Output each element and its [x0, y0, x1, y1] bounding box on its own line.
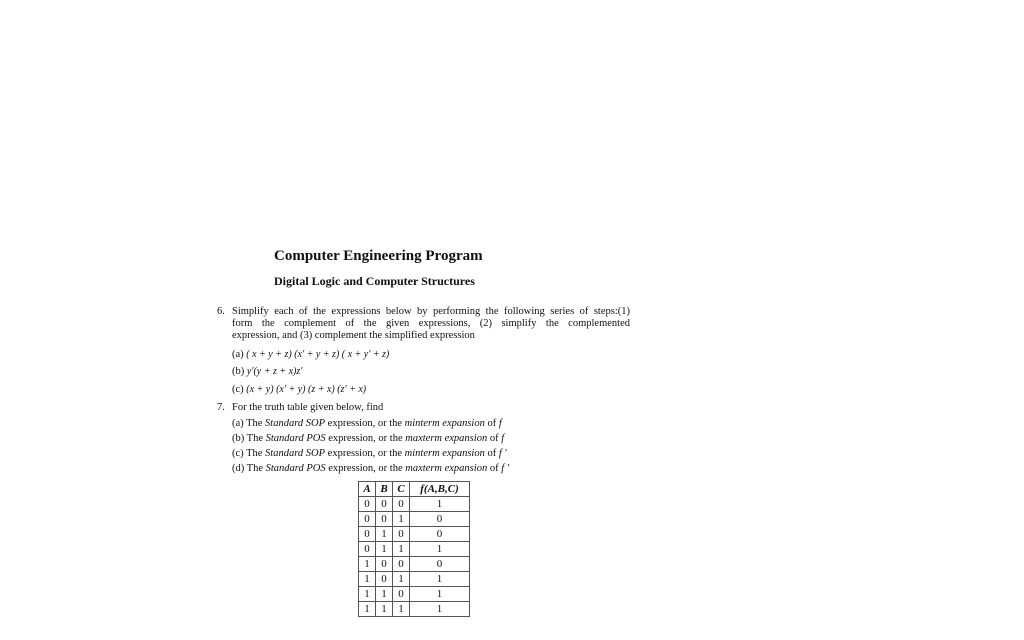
document-title: Computer Engineering Program — [274, 248, 483, 264]
table-row — [359, 572, 470, 587]
table-row — [359, 497, 470, 512]
course-subtitle: Digital Logic and Computer Structures — [274, 274, 475, 288]
table-cell: 1 — [376, 587, 393, 602]
truth-table — [358, 481, 470, 617]
table-cell: 1 — [359, 557, 376, 572]
table-cell: 1 — [359, 587, 376, 602]
table-row — [359, 542, 470, 557]
table-cell: 1 — [410, 572, 470, 587]
header-c: C — [393, 482, 410, 497]
table-cell: 1 — [393, 542, 410, 557]
header-f: f(A,B,C) — [410, 482, 470, 497]
question-6-part-a: (a) ( x + y + z) (x' + y + z) ( x + y' + z) — [232, 349, 390, 360]
question-6-line-2: form the complement of the given expressions, (2) simplify the complemented — [232, 318, 630, 329]
table-cell: 1 — [393, 602, 410, 617]
question-6-part-b: (b) y'(y + z + x)z' — [232, 366, 303, 377]
table-cell: 1 — [410, 542, 470, 557]
question-7-part-d: (d) The Standard POS expression, or the maxterm expansion of f ' — [232, 463, 509, 474]
table-row — [359, 512, 470, 527]
question-6-line-3: expression, and (3) complement the simplified expression — [232, 330, 475, 341]
table-cell: 0 — [376, 572, 393, 587]
table-cell: 1 — [393, 572, 410, 587]
truth-table-header — [359, 482, 470, 497]
table-cell: 0 — [359, 512, 376, 527]
table-cell: 0 — [376, 557, 393, 572]
table-row — [359, 587, 470, 602]
table-cell: 1 — [393, 512, 410, 527]
table-row — [359, 527, 470, 542]
question-7-number: 7. — [217, 402, 225, 413]
table-cell: 1 — [410, 602, 470, 617]
table-cell: 0 — [410, 527, 470, 542]
table-cell: 1 — [376, 602, 393, 617]
question-6-part-c: (c) (x + y) (x' + y) (z + x) (z' + x) — [232, 384, 367, 395]
table-cell: 0 — [376, 497, 393, 512]
question-7-part-a: (a) The Standard SOP expression, or the minterm expansion of f — [232, 418, 502, 429]
table-cell: 0 — [393, 527, 410, 542]
question-7-part-c: (c) The Standard SOP expression, or the minterm expansion of f ' — [232, 448, 507, 459]
table-cell: 0 — [393, 557, 410, 572]
table-cell: 0 — [410, 557, 470, 572]
header-a: A — [359, 482, 376, 497]
table-row — [359, 602, 470, 617]
question-6-number: 6. — [217, 306, 225, 317]
table-cell: 0 — [410, 512, 470, 527]
question-7-part-b: (b) The Standard POS expression, or the maxterm expansion of f — [232, 433, 505, 444]
header-b: B — [376, 482, 393, 497]
table-cell: 1 — [410, 497, 470, 512]
table-cell: 0 — [393, 587, 410, 602]
table-cell: 0 — [359, 542, 376, 557]
table-row — [359, 557, 470, 572]
table-cell: 1 — [376, 542, 393, 557]
table-cell: 0 — [376, 512, 393, 527]
table-cell: 0 — [393, 497, 410, 512]
table-cell: 1 — [359, 602, 376, 617]
table-cell: 1 — [359, 572, 376, 587]
table-cell: 0 — [359, 497, 376, 512]
question-6-line-1: Simplify each of the expressions below by performing the following series of steps:(1) — [232, 306, 630, 317]
table-cell: 1 — [376, 527, 393, 542]
table-cell: 0 — [359, 527, 376, 542]
question-7-intro: For the truth table given below, find — [232, 402, 384, 413]
table-cell: 1 — [410, 587, 470, 602]
